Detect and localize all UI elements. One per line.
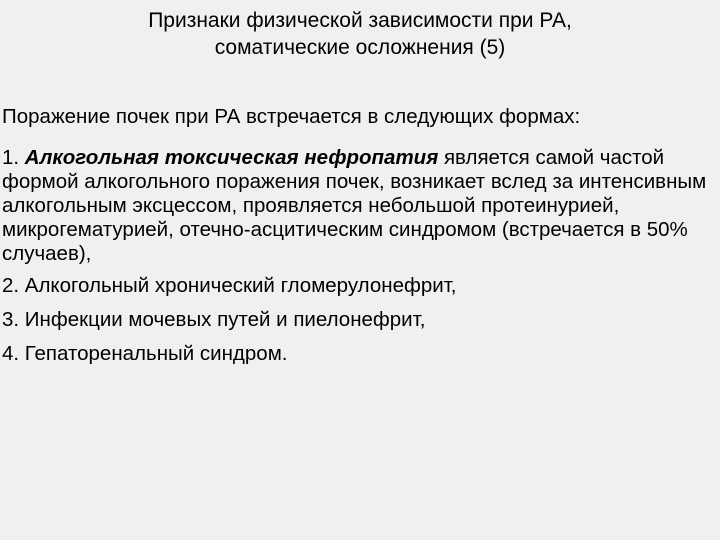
title-line-1: Признаки физической зависимости при РА, bbox=[148, 9, 572, 32]
list-item-1 bbox=[2, 146, 714, 266]
list-item-2: 2. Алкогольный хронический гломерулонефрит, bbox=[2, 274, 457, 297]
slide-title bbox=[40, 7, 680, 61]
list-item-3: 3. Инфекции мочевых путей и пиелонефрит, bbox=[2, 308, 426, 331]
intro-paragraph: Поражение почек при РА встречается в следующих формах: bbox=[2, 105, 581, 128]
slide-body bbox=[2, 105, 714, 376]
list-item-1-lead: Алкогольная токсическая нефропатия bbox=[24, 146, 439, 169]
list-item-1-text: является самой частой формой алкогольного поражения почек, возникает вслед за интенсивным алкогольным эксцессом, проявляется небольшой протеинурией, микрогематурией, отечно-асцитическим синдромом (встречается в 50% случаев), bbox=[2, 146, 707, 265]
title-line-2: соматические осложнения (5) bbox=[214, 36, 506, 59]
list-item-4: 4. Гепаторенальный синдром. bbox=[2, 342, 288, 365]
list-item-1-number: 1. bbox=[2, 146, 25, 169]
